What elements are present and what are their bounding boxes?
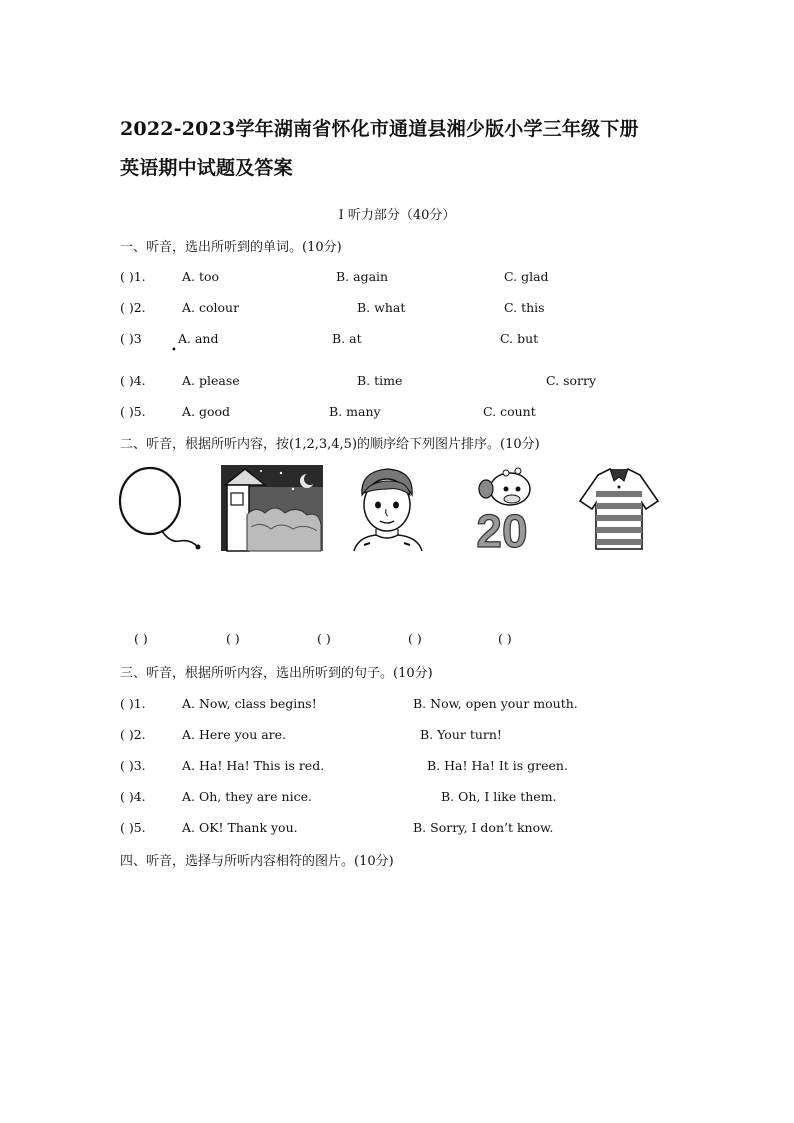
sweater-picture <box>578 465 660 551</box>
title-line-1: 2022-2023学年湖南省怀化市通道县湘少版小学三年级下册 <box>120 118 639 140</box>
cow-number-20-picture <box>460 465 544 551</box>
house-at-night-picture <box>221 465 323 553</box>
option-b: B. Now, open your mouth. <box>413 696 578 711</box>
option-b: B. many <box>329 404 381 419</box>
question-number: ( )4. <box>120 789 146 804</box>
option-b: B. what <box>357 300 406 315</box>
question-number: ( )5. <box>120 404 146 419</box>
option-c: C. glad <box>504 269 549 284</box>
question-number: ( )4. <box>120 373 146 388</box>
question-number: ( )2. <box>120 300 146 315</box>
part1-heading: 一、听音，选出所听到的单词。(10分) <box>120 240 342 255</box>
option-a: A. Ha! Ha! This is red. <box>182 758 325 773</box>
picture-order-blank-1[interactable]: ( ) <box>134 631 148 646</box>
question-number: ( )2. <box>120 727 146 742</box>
stray-dot: • <box>171 345 177 356</box>
option-a: A. Now, class begins! <box>182 696 317 711</box>
question-number: ( )5. <box>120 820 146 835</box>
question-number: ( )1. <box>120 269 146 284</box>
question-number: ( )1. <box>120 696 146 711</box>
balloon-picture <box>118 465 206 553</box>
picture-order-blank-4[interactable]: ( ) <box>408 631 422 646</box>
option-b: B. Your turn! <box>420 727 502 742</box>
option-a: A. good <box>182 404 231 419</box>
option-b: B. at <box>332 331 362 346</box>
picture-order-blank-5[interactable]: ( ) <box>498 631 512 646</box>
question-number: ( )3 <box>120 331 142 346</box>
option-a: A. too <box>182 269 220 284</box>
option-a: A. Here you are. <box>182 727 287 742</box>
part3-heading: 三、听音，根据所听内容，选出所听到的句子。(10分) <box>120 666 433 681</box>
option-a: A. colour <box>182 300 240 315</box>
option-a: A. and <box>178 331 219 346</box>
part2-heading: 二、听音，根据所听内容，按(1,2,3,4,5)的顺序给下列图片排序。(10分) <box>120 437 540 452</box>
question-number: ( )3. <box>120 758 146 773</box>
option-c: C. count <box>483 404 536 419</box>
title-line-2: 英语期中试题及答案 <box>120 157 293 179</box>
boy-picture <box>350 465 426 551</box>
option-c: C. this <box>504 300 545 315</box>
option-b: B. time <box>357 373 403 388</box>
picture-order-blank-2[interactable]: ( ) <box>226 631 240 646</box>
svg-text:20: 20 <box>476 505 528 551</box>
option-c: C. but <box>500 331 539 346</box>
option-b: B. Oh, I like them. <box>441 789 557 804</box>
option-a: A. please <box>182 373 240 388</box>
option-b: B. Sorry, I don’t know. <box>413 820 554 835</box>
option-a: A. OK! Thank you. <box>182 820 298 835</box>
option-c: C. sorry <box>546 373 597 388</box>
part4-heading: 四、听音，选择与所听内容相符的图片。(10分) <box>120 854 394 869</box>
picture-order-blank-3[interactable]: ( ) <box>317 631 331 646</box>
section-heading: I 听力部分（40分） <box>338 208 456 223</box>
option-b: B. again <box>336 269 389 284</box>
option-a: A. Oh, they are nice. <box>182 789 312 804</box>
option-b: B. Ha! Ha! It is green. <box>427 758 568 773</box>
